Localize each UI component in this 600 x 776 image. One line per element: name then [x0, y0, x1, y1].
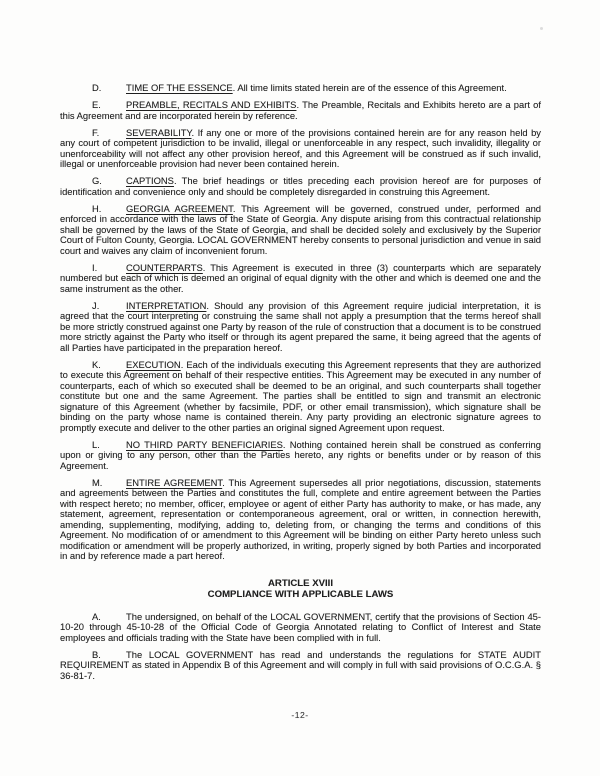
- section-body: Each of the individuals executing this Agreement represents that they are authorized to execute this Agreement on behalf of their respective entities. This Agreement may be executed in any number of counterparts, each of which so executed shall be deemed to be an original, and such counterparts shall together constitute but one and the same Agreement. The parties shall be entitled to sign and transmit an electronic signature of this Agreement (whether by facsimile, PDF, or other email transmission), which signature shall be binding on the party whose name is contained therein. Any party providing an electronic signature agrees to promptly execute and deliver to the other parties an original signed Agreement upon request.: [60, 358, 541, 433]
- section-body: If any one or more of the provisions contained herein are for any reason held by any court of competent jurisdiction to be invalid, illegal or unenforceable in any respect, such invalidity, illegality or unenforceability will not affect any other provision hereof, and this Agreement will be construed as if such invalid, illegal or unenforceable provision had never been contained herein.: [60, 126, 541, 169]
- section-paragraph-h: [60, 204, 541, 257]
- section-heading: COUNTERPARTS: [126, 261, 203, 273]
- section-paragraph-d: [60, 83, 541, 94]
- heading-separator: .: [222, 476, 229, 488]
- section-letter: M.: [92, 476, 103, 488]
- section-letter: A.: [92, 610, 101, 622]
- section-heading: EXECUTION: [126, 358, 181, 370]
- section-body: The brief headings or titles preceding each provision hereof are for purposes of identification and convenience only and should be completely disregarded in construing this Agreement.: [60, 175, 542, 197]
- section-heading: CAPTIONS: [126, 175, 174, 186]
- section-paragraph-i: [60, 263, 541, 295]
- section-body: All time limits stated herein are of the essence of this Agreement.: [237, 82, 507, 93]
- section-paragraph-j: [60, 301, 541, 354]
- article-subtitle: COMPLIANCE WITH APPLICABLE LAWS: [207, 588, 394, 600]
- article-paragraph-a: [60, 612, 541, 644]
- section-letter: D.: [92, 82, 102, 93]
- section-body: The LOCAL GOVERNMENT has read and understands the regulations for STATE AUDIT REQUIREMENT as stated in Appendix B of this Agreement and will comply in full with said provisions of O.C.G.A. § 36-81-7.: [60, 648, 541, 681]
- section-letter: B.: [92, 648, 101, 660]
- section-paragraph-f: [60, 128, 541, 170]
- section-heading: NO THIRD PARTY BENEFICIARIES: [126, 438, 283, 450]
- section-body: This Agreement will be governed, construed under, performed and enforced in accordance with the laws of the State of Georgia. Any dispute arising from this contractual relationship shall be governed by the laws of the State of Georgia, and shall be decided solely and exclusively by the Superior Court of Fulton County, Georgia. LOCAL GOVERNMENT hereby consents to personal jurisdiction and venue in said court and waives any claim of inconvenient forum.: [60, 202, 542, 256]
- section-letter: L.: [92, 438, 100, 450]
- page-number: -12-: [291, 710, 309, 720]
- section-body: Should any provision of this Agreement require judicial interpretation, it is agreed that the court interpreting or construing the same shall not apply a presumption that the terms hereof shall be more strictly construed against one Party by reason of the rule of construction that a document is to be construed more strictly against the Party who itself or through its agent prepared the same, it being agreed that the agents of all Parties have participated in the preparation hereof.: [60, 299, 541, 353]
- section-letter: J.: [92, 299, 100, 311]
- article-paragraph-b: [60, 650, 541, 682]
- document-content: [60, 83, 541, 688]
- heading-separator: .: [202, 261, 211, 273]
- section-body: This Agreement supersedes all prior negotiations, discussion, statements and agreements between the Parties and constitutes the full, complete and entire agreement between the Parties with respect hereto; no member, officer, employee or agent of either Party has authority to make, or has made, any statement, agreement, representation or contemporaneous agreement, oral or written, in connection herewith, amending, supplementing, modifying, adding to, deleting from, or changing the terms and conditions of this Agreement. No modification of or amendment to this Agreement will be binding on either Party hereto unless such modification or amendment will be properly authorized, in writing, properly signed by both Parties and incorporated in and by reference made a part hereof.: [60, 476, 541, 561]
- section-letter: F.: [92, 126, 100, 138]
- heading-separator: .: [191, 126, 198, 138]
- section-heading: INTERPRETATION: [126, 299, 207, 311]
- heading-separator: .: [173, 175, 182, 186]
- section-paragraph-g: [60, 176, 541, 197]
- section-body: This Agreement is executed in three (3) counterparts which are separately numbered but each of which is deemed an original of equal dignity with the other and which is deemed one and the same instrument as the other.: [60, 261, 541, 294]
- heading-separator: .: [180, 358, 187, 370]
- section-letter: H.: [92, 202, 102, 214]
- section-letter: G.: [92, 175, 102, 186]
- article-title: ARTICLE XVIII: [267, 577, 334, 589]
- section-heading: SEVERABILITY: [126, 126, 192, 138]
- section-body: The undersigned, on behalf of the LOCAL GOVERNMENT, certify that the provisions of Section 45-10-20 through 45-10-28 of the Official Code of Georgia Annotated relating to Conflict of Interest and State employees and officials trading with the State have been complied with in full.: [60, 610, 541, 643]
- section-body: Nothing contained herein shall be construed as conferring upon or giving to any person, other than the Parties hereto, any rights or benefits under or by reason of this Agreement.: [60, 438, 541, 471]
- section-body: The Preamble, Recitals and Exhibits hereto are a part of this Agreement and are incorporated herein by reference.: [60, 99, 541, 121]
- section-paragraph-m: [60, 478, 541, 562]
- section-paragraph-k: [60, 360, 541, 434]
- section-paragraph-e: [60, 100, 541, 121]
- section-heading: TIME OF THE ESSENCE: [126, 82, 233, 93]
- heading-separator: .: [232, 202, 242, 214]
- section-letter: K.: [92, 358, 101, 370]
- scan-artifact-dot: [540, 27, 543, 30]
- heading-separator: .: [296, 99, 303, 110]
- section-paragraph-l: [60, 440, 541, 472]
- section-heading: ENTIRE AGREEMENT: [126, 476, 223, 488]
- section-letter: E.: [92, 99, 101, 110]
- section-heading: PREAMBLE, RECITALS AND EXHIBITS: [126, 99, 297, 110]
- heading-separator: .: [232, 82, 238, 93]
- section-heading: GEORGIA AGREEMENT: [126, 202, 233, 214]
- heading-separator: .: [206, 299, 215, 311]
- heading-separator: .: [282, 438, 290, 450]
- section-letter: I.: [92, 261, 98, 273]
